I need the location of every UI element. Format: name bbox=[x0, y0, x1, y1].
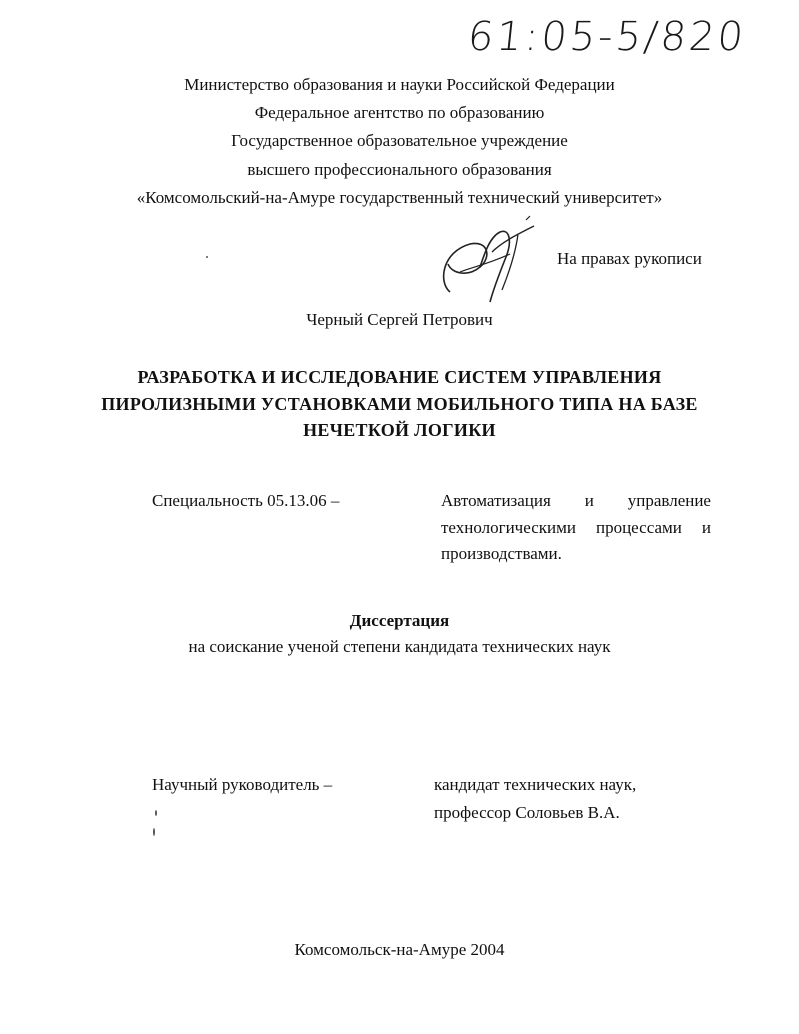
specialty-word: и bbox=[584, 491, 594, 510]
specialty-line-2 bbox=[441, 518, 711, 538]
header-line-institution: Государственное образовательное учреждение bbox=[231, 131, 568, 150]
scan-speck bbox=[155, 810, 157, 816]
author-name: Черный Сергей Петрович bbox=[306, 310, 493, 329]
signature-image bbox=[430, 212, 540, 307]
scan-speck bbox=[206, 256, 208, 258]
header-line-agency: Федеральное агентство по образованию bbox=[254, 103, 545, 122]
thesis-title-line-1: РАЗРАБОТКА И ИССЛЕДОВАНИЕ СИСТЕМ УПРАВЛЕНИЯ bbox=[137, 367, 662, 387]
supervisor-label: Научный руководитель – bbox=[152, 775, 333, 794]
manuscript-note: На правах рукописи bbox=[557, 249, 702, 268]
dissertation-heading: Диссертация bbox=[349, 611, 450, 630]
dissertation-subtitle: на соискание ученой степени кандидата технических наук bbox=[188, 637, 611, 656]
header-line-university: «Комсомольский-на-Амуре государственный технический университет» bbox=[136, 188, 663, 207]
specialty-line-3: производствами. bbox=[441, 544, 562, 563]
thesis-title-line-2: ПИРОЛИЗНЫМИ УСТАНОВКАМИ МОБИЛЬНОГО ТИПА НА БАЗЕ bbox=[101, 394, 698, 414]
specialty-word: процессами bbox=[595, 518, 682, 537]
specialty-word: управление bbox=[627, 491, 711, 510]
scan-speck bbox=[153, 828, 155, 836]
archive-number: 61:05-5/820 bbox=[465, 14, 749, 60]
supervisor-name: профессор Соловьев В.А. bbox=[434, 803, 620, 822]
specialty-word: технологическими bbox=[441, 518, 576, 537]
header-line-education: высшего профессионального образования bbox=[247, 160, 552, 179]
specialty-word: и bbox=[701, 518, 711, 537]
footer-city-year: Комсомольск-на-Амуре 2004 bbox=[294, 940, 505, 959]
supervisor-degree: кандидат технических наук, bbox=[434, 775, 637, 794]
specialty-word: Автоматизация bbox=[441, 491, 551, 510]
specialty-label: Специальность 05.13.06 – bbox=[152, 491, 340, 510]
header-line-ministry: Министерство образования и науки Российской Федерации bbox=[184, 75, 615, 94]
thesis-title-line-3: НЕЧЕТКОЙ ЛОГИКИ bbox=[303, 420, 496, 440]
specialty-line-1 bbox=[441, 491, 711, 511]
